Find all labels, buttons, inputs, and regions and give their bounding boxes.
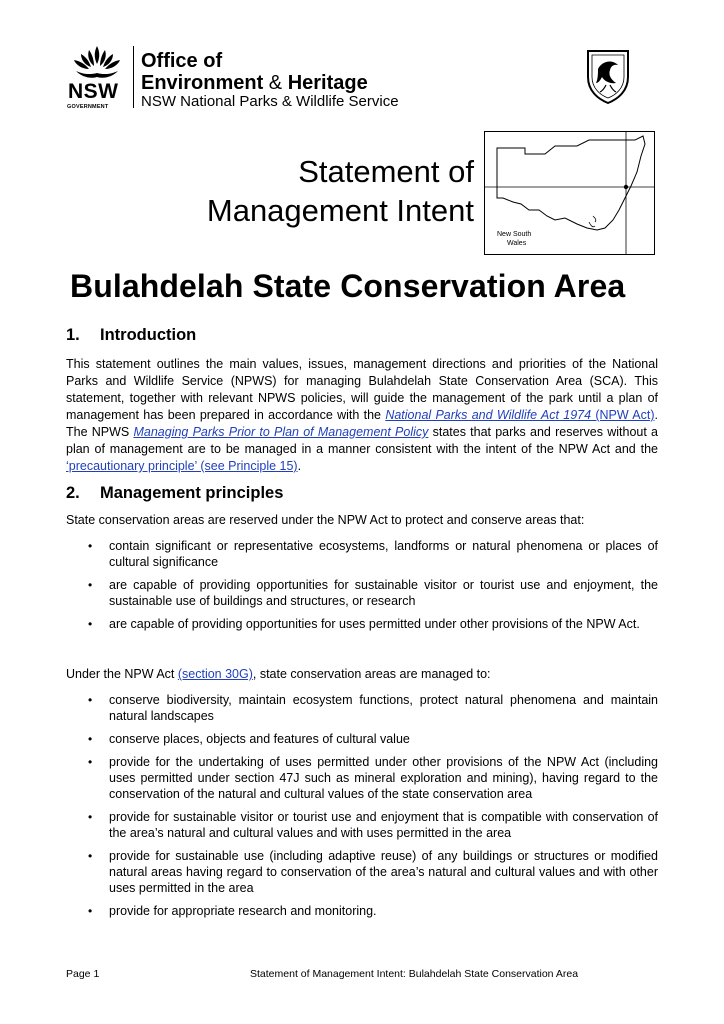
bullet-icon: • [88,732,93,746]
nsw-wordmark: NSW [68,80,119,103]
bullet-icon: • [88,617,93,631]
section-1-number: 1. [66,326,80,344]
oeh-line2: Environment & Heritage [141,72,368,94]
title-line1: Statement of [298,154,474,189]
npws-subtitle: NSW National Parks & Wildlife Service [141,93,399,110]
bullet-icon: • [88,755,93,769]
bullet-icon: • [88,578,93,592]
list-item: • contain significant or representative ecosystems, landforms or natural phenomena or places of cultural significance [88,539,658,569]
managing-parks-policy-link[interactable]: Managing Parks Prior to Plan of Management Policy [133,425,429,439]
section-30g-link[interactable]: (section 30G) [177,667,253,681]
page-number: Page 1 [66,968,100,980]
section-1-title: Introduction [100,326,197,344]
waratah-icon [70,44,124,80]
list-item: • conserve places, objects and features of cultural value [88,732,410,746]
list-item: • are capable of providing opportunities for sustainable visitor or tourist use and enjoyment, the sustainable use of buildings and structures, or research [88,578,658,608]
bullet-icon: • [88,849,93,863]
section-2-number: 2. [66,484,80,502]
list-item: • provide for the undertaking of uses permitted under other provisions of the NPW Act (including uses permitted under section 47J such as mineral exploration and mining), having regard to the conservation of the natural and cultural values of the state conservation area [88,755,658,801]
list-item: • provide for sustainable use (including adaptive reuse) of any buildings or structures or modified natural areas having regard to conservation of the area’s natural and cultural values and with other uses permitted in the area [88,849,658,895]
document-type-title [134,152,474,230]
page-title: Bulahdelah State Conservation Area [70,268,626,304]
section-2-intro: State conservation areas are reserved under the NPW Act to protect and conserve areas that: [66,513,585,527]
section-1-paragraph: This statement outlines the main values, issues, management directions and priorities of the National Parks and Wildlife Service (NPWS) for managing Bulahdelah State Conservation Area (SCA). This statement, together with relevant NPWS policies, will guide the management of the park until a plan of management has been prepared in accordance with the National Parks and Wildlife Act 1974 (NPW Act). The NPWS Managing Parks Prior to Plan of Management Policy states that parks and reserves without a plan of management are to be managed in a manner consistent with the intent of the NPW Act and the ‘precautionary principle’ (see Principle 15). [66,357,659,473]
bullet-icon: • [88,539,93,553]
management-intro: Under the NPW Act (section 30G), state conservation areas are managed to: [66,667,491,681]
government-wordmark: GOVERNMENT [67,104,109,110]
reservation-criteria-list [66,538,658,639]
bullet-icon: • [88,810,93,824]
section-2-title: Management principles [100,484,284,502]
logo-divider [133,46,134,108]
npws-emblem [584,47,632,105]
title-line2: Management Intent [206,193,474,228]
precautionary-principle-link[interactable]: ‘precautionary principle’ (see Principle 15) [66,459,298,473]
oeh-title [141,50,368,94]
section-2-heading [66,484,283,503]
bullet-icon: • [88,693,93,707]
npw-act-abbrev-link[interactable]: (NPW Act) [591,408,655,422]
bullet-icon: • [88,904,93,918]
list-item: • provide for appropriate research and monitoring. [88,904,377,918]
npw-act-link[interactable]: National Parks and Wildlife Act 1974 [385,408,592,422]
nsw-government-logo [66,44,128,110]
npws-emblem-icon [584,47,632,105]
section-1-heading [66,326,196,345]
list-item: • conserve biodiversity, maintain ecosystem functions, protect natural phenomena and maintain natural landscapes [88,693,658,723]
nsw-locator-map [484,131,655,255]
management-objectives-list [66,692,658,926]
nsw-outline-map [485,132,654,254]
list-item: • are capable of providing opportunities for uses permitted under other provisions of the NPW Act. [88,617,640,631]
map-label-1: New South [497,231,532,238]
map-label-2: Wales [507,240,527,247]
list-item: • provide for sustainable visitor or tourist use and enjoyment that is compatible with conservation of the area’s natural and cultural values and with uses permitted in the area [88,810,658,840]
footer-title: Statement of Management Intent: Bulahdelah State Conservation Area [250,968,579,980]
oeh-line1: Office of [141,50,223,72]
